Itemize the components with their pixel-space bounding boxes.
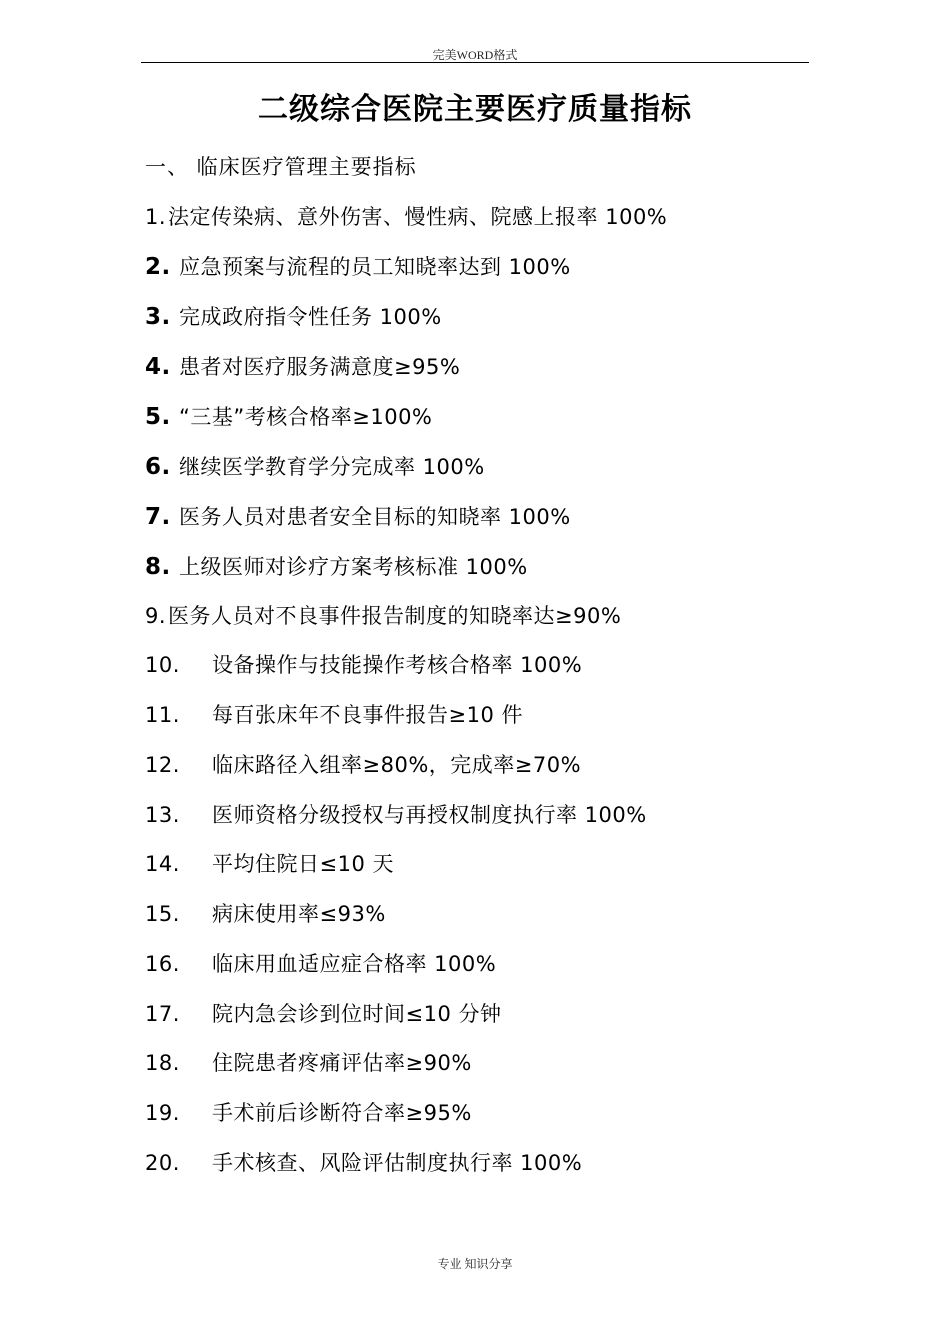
list-item	[145, 899, 386, 929]
list-item-number: 2.	[145, 254, 171, 280]
list-item-text: 医师资格分级授权与再授权制度执行率 100%	[212, 803, 647, 827]
list-item	[145, 452, 485, 482]
list-item-number: 5.	[145, 404, 171, 430]
document-title: 二级综合医院主要医疗质量指标	[258, 92, 692, 127]
list-item-text: “三基”考核合格率≥100%	[179, 405, 433, 429]
list-item-number: 12.	[145, 753, 180, 777]
list-item-text: 平均住院日≤10 天	[212, 852, 394, 876]
list-item-text: 临床路径入组率≥80%，完成率≥70%	[212, 753, 582, 777]
list-item-number: 8.	[145, 554, 171, 580]
header-divider	[141, 62, 809, 63]
list-item-text: 设备操作与技能操作考核合格率 100%	[212, 653, 583, 677]
page-header-text: 完美WORD格式	[432, 48, 518, 62]
list-item-number: 4.	[145, 354, 171, 380]
list-item-number: 16.	[145, 952, 180, 976]
list-item-number: 11.	[145, 703, 180, 727]
list-item	[145, 700, 523, 730]
list-item-number: 18.	[145, 1051, 180, 1075]
list-item	[145, 849, 394, 879]
list-item	[145, 502, 571, 532]
list-item-number: 17.	[145, 1002, 180, 1026]
list-item	[145, 252, 571, 282]
list-item	[145, 800, 647, 830]
list-item	[145, 750, 581, 780]
list-item	[145, 1048, 472, 1078]
list-item-text: 应急预案与流程的员工知晓率达到 100%	[179, 255, 571, 279]
page-footer-text: 专业 知识分享	[437, 1257, 513, 1271]
list-item-text: 住院患者疼痛评估率≥90%	[212, 1051, 472, 1075]
list-item-text: 完成政府指令性任务 100%	[179, 305, 442, 329]
list-item	[145, 402, 432, 432]
list-item	[145, 202, 667, 232]
list-item	[145, 352, 460, 382]
list-item-text: 每百张床年不良事件报告≥10 件	[212, 703, 523, 727]
list-item-number: 15.	[145, 902, 180, 926]
list-item-text: 病床使用率≤93%	[212, 902, 386, 926]
list-item	[145, 949, 496, 979]
list-item	[145, 1148, 582, 1178]
list-item-number: 14.	[145, 852, 180, 876]
list-item	[145, 650, 582, 680]
list-item	[145, 1098, 472, 1128]
list-item-text: 继续医学教育学分完成率 100%	[179, 455, 485, 479]
list-item	[145, 999, 502, 1029]
list-item-text: 医务人员对不良事件报告制度的知晓率达≥90%	[168, 604, 622, 628]
list-item-text: 患者对医疗服务满意度≥95%	[179, 355, 461, 379]
list-item-text: 临床用血适应症合格率 100%	[212, 952, 497, 976]
list-item-number: 19.	[145, 1101, 180, 1125]
list-item-number: 3.	[145, 304, 171, 330]
list-item-text: 医务人员对患者安全目标的知晓率 100%	[179, 505, 571, 529]
section-heading: 一、 临床医疗管理主要指标	[145, 155, 417, 179]
list-item	[145, 601, 621, 631]
list-item-number: 1.	[145, 205, 167, 229]
list-item-number: 9.	[145, 604, 167, 628]
list-item-text: 手术核查、风险评估制度执行率 100%	[212, 1151, 583, 1175]
list-item-text: 院内急会诊到位时间≤10 分钟	[212, 1002, 502, 1026]
list-item	[145, 552, 528, 582]
list-item-number: 13.	[145, 803, 180, 827]
list-item-number: 10.	[145, 653, 180, 677]
list-item-text: 手术前后诊断符合率≥95%	[212, 1101, 472, 1125]
list-item-number: 7.	[145, 504, 171, 530]
list-item	[145, 302, 442, 332]
list-item-number: 20.	[145, 1151, 180, 1175]
list-item-number: 6.	[145, 454, 171, 480]
list-item-text: 上级医师对诊疗方案考核标准 100%	[179, 555, 528, 579]
list-item-text: 法定传染病、意外伤害、慢性病、院感上报率 100%	[168, 205, 668, 229]
